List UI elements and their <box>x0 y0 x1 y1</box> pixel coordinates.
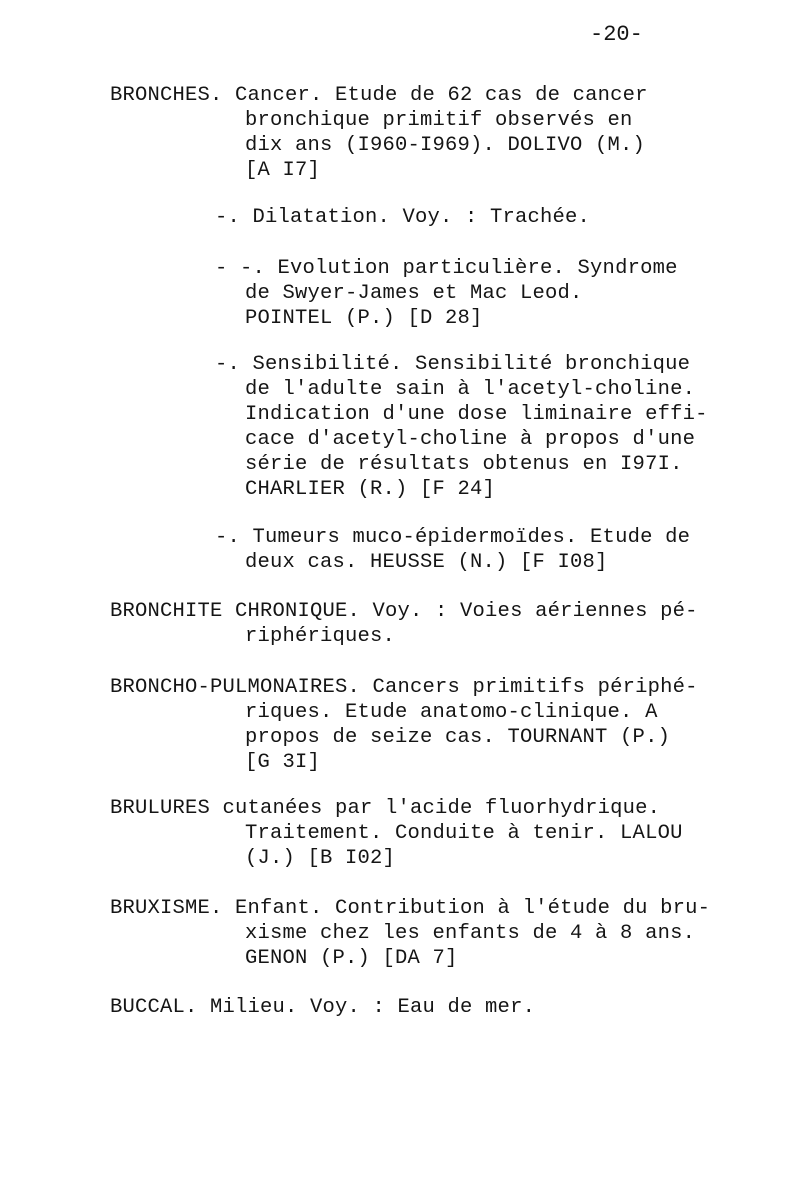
entry-line: riques. Etude anatomo-clinique. A <box>245 701 658 724</box>
entry-line: de l'adulte sain à l'acetyl-choline. <box>245 378 696 401</box>
entry-heading-line: BRULURES cutanées par l'acide fluorhydrique. <box>110 797 661 820</box>
entry-heading-line: BUCCAL. Milieu. Voy. : Eau de mer. <box>110 996 536 1019</box>
entry-line: bronchique primitif observés en <box>245 109 633 132</box>
entry-reference-line: (J.) [B I02] <box>245 847 396 870</box>
entry-subheading-line: -. Dilatation. Voy. : Trachée. <box>215 206 591 229</box>
entry-heading-line: BRONCHO-PULMONAIRES. Cancers primitifs périphé- <box>110 676 698 699</box>
entry-reference-line: deux cas. HEUSSE (N.) [F I08] <box>245 551 608 574</box>
entry-reference-line: [G 3I] <box>245 751 321 774</box>
entry-line: Traitement. Conduite à tenir. LALOU <box>245 822 683 845</box>
entry-reference-line: [A I7] <box>245 159 321 182</box>
entry-reference-line: POINTEL (P.) [D 28] <box>245 307 483 330</box>
entry-line: de Swyer-James et Mac Leod. <box>245 282 583 305</box>
entry-line: propos de seize cas. TOURNANT (P.) <box>245 726 671 749</box>
entry-heading-line: BRONCHES. Cancer. Etude de 62 cas de cancer <box>110 84 648 107</box>
entry-line: Indication d'une dose liminaire effi- <box>245 403 708 426</box>
entry-line: xisme chez les enfants de 4 à 8 ans. <box>245 922 696 945</box>
page-number: -20- <box>590 22 643 47</box>
entry-subheading-line: -. Sensibilité. Sensibilité bronchique <box>215 353 691 376</box>
entry-heading-line: BRUXISME. Enfant. Contribution à l'étude du bru- <box>110 897 711 920</box>
entry-line: riphériques. <box>245 625 396 648</box>
entry-line: dix ans (I960-I969). DOLIVO (M.) <box>245 134 646 157</box>
entry-subheading-line: -. Tumeurs muco-épidermoïdes. Etude de <box>215 526 691 549</box>
entry-line: cace d'acetyl-choline à propos d'une <box>245 428 696 451</box>
entry-reference-line: GENON (P.) [DA 7] <box>245 947 458 970</box>
entry-heading-line: BRONCHITE CHRONIQUE. Voy. : Voies aériennes pé- <box>110 600 698 623</box>
entry-reference-line: CHARLIER (R.) [F 24] <box>245 478 496 501</box>
entry-subheading-line: - -. Evolution particulière. Syndrome <box>215 257 678 280</box>
entry-line: série de résultats obtenus en I97I. <box>245 453 683 476</box>
